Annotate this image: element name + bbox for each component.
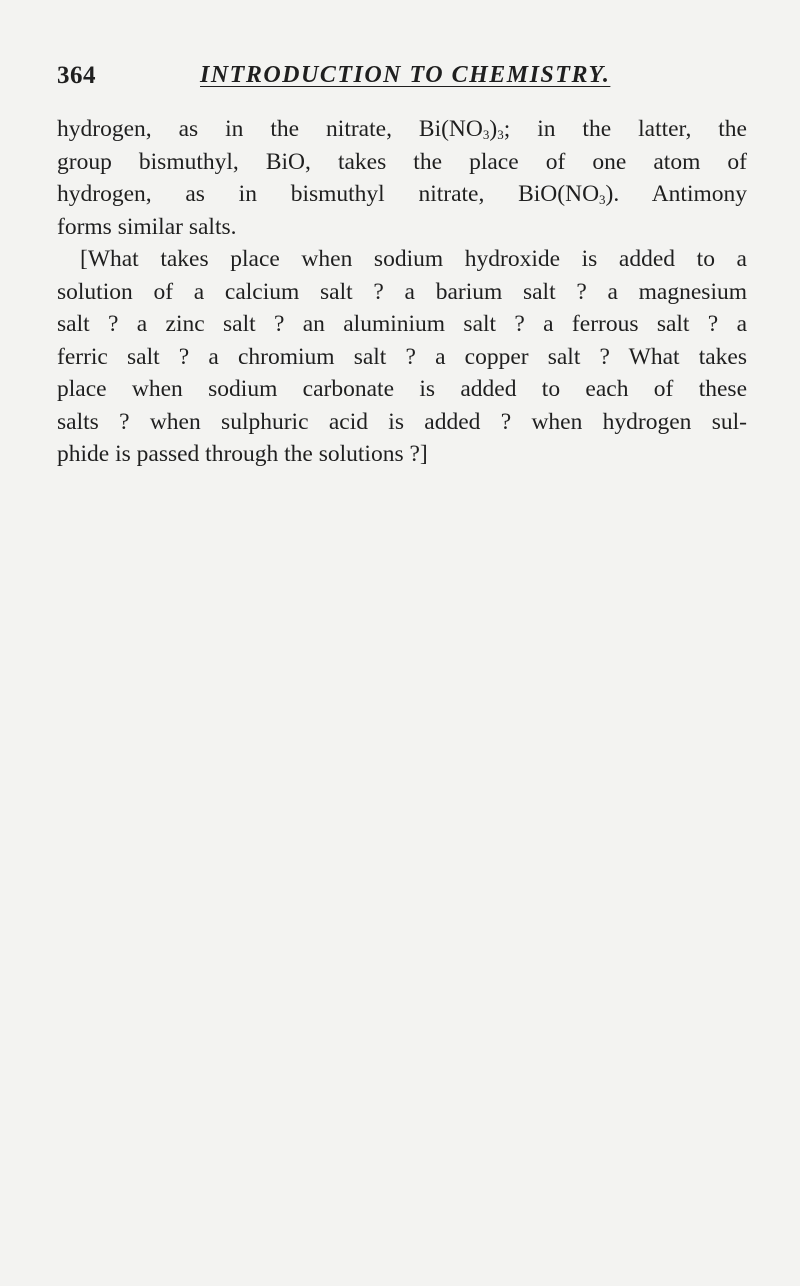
running-head bbox=[57, 62, 743, 94]
text-line: group bismuthyl, BiO, takes the place of one atom of bbox=[57, 148, 747, 175]
text-line: phide is passed through the solutions ?] bbox=[57, 441, 428, 467]
running-title: INTRODUCTION TO CHEMISTRY. bbox=[200, 62, 611, 88]
text-line: salts ? when sulphuric acid is added ? when hydrogen sul- bbox=[57, 408, 747, 435]
paragraph-2 bbox=[57, 243, 747, 471]
body-text bbox=[57, 113, 747, 471]
text-line: forms similar salts. bbox=[57, 213, 237, 240]
text-line: salt ? a zinc salt ? an aluminium salt ? a ferrous salt ? a bbox=[57, 311, 747, 337]
text-line: solution of a calcium salt ? a barium salt ? a magnesium bbox=[57, 278, 747, 305]
page-number: 364 bbox=[57, 62, 96, 89]
paragraph-1 bbox=[57, 113, 747, 243]
text-line: ferric salt ? a chromium salt ? a copper salt ? What takes bbox=[57, 343, 747, 370]
text-line: [What takes place when sodium hydroxide is added to a bbox=[80, 246, 747, 272]
text-line: hydrogen, as in bismuthyl nitrate, $BiO(NO_3)$. Antimony bbox=[57, 181, 747, 207]
text-line: place when sodium carbonate is added to each of these bbox=[57, 376, 747, 402]
text-line: hydrogen, as in the nitrate, $Bi(NO_3)_3$; in the latter, the bbox=[57, 116, 747, 142]
